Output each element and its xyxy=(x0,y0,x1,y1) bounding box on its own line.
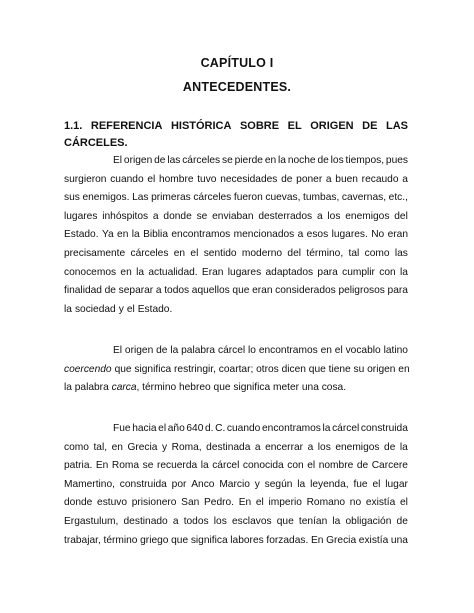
section-word: ORIGEN xyxy=(310,120,354,132)
word: C. xyxy=(215,423,226,434)
word: a xyxy=(316,210,323,222)
word: obligación xyxy=(345,515,392,527)
word: los xyxy=(317,441,331,453)
word: Fue xyxy=(113,423,131,434)
text-fragment: , término hebreo que significa meter una cosa. xyxy=(136,382,347,394)
word: existía xyxy=(358,534,389,546)
text-line xyxy=(64,282,408,301)
word: destinado xyxy=(123,515,168,527)
word: los xyxy=(213,515,227,527)
word: construida xyxy=(360,423,408,434)
word: cárceles xyxy=(193,192,232,204)
word: se xyxy=(142,460,154,472)
section-word: 1.1. xyxy=(64,120,83,132)
word: tuvo xyxy=(197,173,217,185)
word: aquellos xyxy=(191,285,230,297)
word: Romano xyxy=(306,497,346,509)
word: actualidad. xyxy=(148,266,198,278)
word: cuando xyxy=(226,423,261,434)
word: de xyxy=(396,515,408,527)
word: Ya xyxy=(101,229,114,241)
word: que xyxy=(232,285,250,297)
word: la xyxy=(322,423,331,434)
word: el xyxy=(158,423,167,434)
word: en xyxy=(320,345,332,356)
italic-term: carca xyxy=(111,382,137,394)
word: No xyxy=(371,229,385,241)
word: del xyxy=(394,210,408,222)
word: esos xyxy=(306,229,329,241)
text-line xyxy=(64,171,408,190)
section-word: SOBRE xyxy=(239,120,280,132)
word: a xyxy=(155,285,162,297)
word: cárceles xyxy=(182,155,221,166)
word: con xyxy=(379,266,396,278)
word: Carcere xyxy=(371,460,408,472)
word: Mamertino, xyxy=(64,478,115,490)
word: las xyxy=(167,155,181,166)
word: cumplir xyxy=(342,266,375,278)
word: en xyxy=(120,266,132,278)
word: de xyxy=(356,460,369,472)
word: la xyxy=(200,460,209,472)
text-line xyxy=(64,264,408,283)
word: las xyxy=(394,247,408,259)
word: todos xyxy=(164,285,190,297)
word: a xyxy=(402,173,408,185)
word: encontramos xyxy=(171,229,231,241)
word: hacia xyxy=(132,423,157,434)
word: Ergastulum, xyxy=(64,515,119,527)
text-line xyxy=(64,301,408,320)
word: Grecia xyxy=(127,441,158,453)
word: con xyxy=(287,460,304,472)
word: a xyxy=(172,515,179,527)
section-word: HISTÓRICA xyxy=(170,120,232,132)
word: pues xyxy=(385,155,408,166)
section-word: EL xyxy=(287,120,302,132)
word: término, xyxy=(306,247,344,259)
word: d. xyxy=(204,423,214,434)
word: lugares. xyxy=(331,229,368,241)
text-line xyxy=(64,420,408,439)
word: fueron xyxy=(233,192,263,204)
word: surgieron xyxy=(64,173,107,185)
word: sentido xyxy=(203,247,237,259)
text-fragment: que significa restringir, coartar; otros dicen que tiene su origen en xyxy=(114,363,410,375)
word: nombre xyxy=(318,460,354,472)
word: la xyxy=(136,266,145,278)
word: origen xyxy=(123,155,153,166)
word: El xyxy=(113,155,123,166)
word: la xyxy=(278,155,286,166)
word: conocida xyxy=(242,460,284,472)
word: a xyxy=(307,441,314,453)
word: encontramos xyxy=(261,423,321,434)
word: el xyxy=(334,345,343,356)
word: término xyxy=(103,534,138,546)
word: latino xyxy=(383,345,408,356)
word: necesidades xyxy=(220,173,278,185)
word: mencionados xyxy=(233,229,295,241)
word: todos xyxy=(183,515,209,527)
word: Eran xyxy=(201,266,224,278)
word: forzadas. xyxy=(266,534,309,546)
text-line xyxy=(64,361,408,380)
text-line xyxy=(64,379,408,398)
word: tal, xyxy=(93,441,108,453)
word: la xyxy=(399,441,408,453)
word: Biblia xyxy=(143,229,168,241)
word: cuevas, xyxy=(265,192,301,204)
word: labores xyxy=(230,534,264,546)
word: de xyxy=(156,345,168,356)
word: Estado. xyxy=(64,229,99,241)
word: cuando xyxy=(110,173,144,185)
word: la xyxy=(64,303,72,315)
chapter-title: ANTECEDENTES. xyxy=(182,80,292,94)
word: que xyxy=(171,534,189,546)
text-line xyxy=(64,342,408,361)
word: tumbas, xyxy=(303,192,340,204)
word: como xyxy=(64,441,89,453)
word: a xyxy=(297,229,304,241)
section-word: DE xyxy=(362,120,378,132)
word: cárcel xyxy=(212,460,240,472)
word: primeras xyxy=(151,192,191,204)
text-line xyxy=(64,152,408,171)
word: buen xyxy=(335,173,358,185)
word: lugar xyxy=(385,478,408,490)
word: griego xyxy=(140,534,169,546)
word: lugares xyxy=(227,266,262,278)
word: 640 xyxy=(186,423,204,434)
word: la xyxy=(400,266,408,278)
word: encerrar xyxy=(265,441,304,453)
word: conocemos xyxy=(64,266,117,278)
text-line xyxy=(64,439,408,458)
word: noche xyxy=(287,155,316,166)
word: etc., xyxy=(388,192,408,204)
word: año xyxy=(167,423,185,434)
word: imperio xyxy=(268,497,302,509)
word: el xyxy=(372,478,381,490)
word: la xyxy=(297,478,306,490)
word: En xyxy=(310,534,324,546)
section-heading-line xyxy=(64,118,408,135)
word: enemigos xyxy=(335,441,380,453)
word: lo xyxy=(248,345,256,356)
word: peligrosos xyxy=(338,285,385,297)
word: desterrados xyxy=(258,210,313,222)
word: origen xyxy=(124,345,154,356)
word: Marcio xyxy=(219,478,250,490)
word: de xyxy=(317,155,329,166)
text-line xyxy=(64,513,408,532)
word: los xyxy=(327,210,341,222)
word: a xyxy=(325,173,332,185)
word: para xyxy=(387,285,408,297)
section-heading xyxy=(64,118,408,152)
word: encontramos xyxy=(258,345,318,356)
word: enviaban xyxy=(212,210,254,222)
text-line xyxy=(64,208,408,227)
word: hombre xyxy=(158,173,194,185)
word: enemigos xyxy=(345,210,390,222)
section-heading-line: CÁRCELES. xyxy=(64,137,128,149)
word: construida xyxy=(119,478,167,490)
word: poner xyxy=(296,173,323,185)
word: Grecia xyxy=(326,534,357,546)
word: sociedad xyxy=(74,303,116,315)
text-line xyxy=(64,494,408,513)
word: leyenda, xyxy=(310,478,349,490)
text-fragment: la palabra xyxy=(64,382,109,394)
word: lugares xyxy=(64,210,98,222)
word: Las xyxy=(132,192,149,204)
word: existía xyxy=(365,497,396,509)
word: cárceles xyxy=(130,247,169,259)
word: el xyxy=(190,247,199,259)
section-word: REFERENCIA xyxy=(90,120,163,132)
word: en xyxy=(173,247,186,259)
word: se xyxy=(222,155,233,166)
paragraph-3 xyxy=(64,420,408,550)
word: una xyxy=(390,534,408,546)
word: cárcel xyxy=(217,345,246,356)
word: y xyxy=(254,478,260,490)
word: palabra xyxy=(181,345,216,356)
word: la xyxy=(170,345,179,356)
word: El xyxy=(113,345,123,356)
word: donde xyxy=(64,497,93,509)
word: la xyxy=(131,229,140,241)
italic-term: coercendo xyxy=(64,363,112,375)
word: y xyxy=(118,303,124,315)
word: el xyxy=(307,460,316,472)
word: para xyxy=(317,266,338,278)
text-line xyxy=(64,476,408,495)
word: la xyxy=(332,515,341,527)
word: donde xyxy=(163,210,192,222)
word: no xyxy=(349,497,362,509)
word: en xyxy=(111,441,123,453)
word: el xyxy=(147,173,156,185)
paragraph-2 xyxy=(64,342,408,398)
word: enemigos. xyxy=(82,192,130,204)
word: y xyxy=(162,441,168,453)
text-line xyxy=(64,245,408,264)
word: cárcel xyxy=(332,423,360,434)
word: el xyxy=(126,303,135,315)
word: tenían xyxy=(298,515,328,527)
word: de xyxy=(154,155,166,166)
word: estuvo xyxy=(97,497,128,509)
text-line xyxy=(64,457,408,476)
word: esclavos xyxy=(231,515,272,527)
word: cavernas, xyxy=(341,192,387,204)
word: En xyxy=(95,460,109,472)
word: Pedro. xyxy=(204,497,235,509)
word: prisionero xyxy=(131,497,177,509)
word: recaudo xyxy=(361,173,399,185)
text-line xyxy=(64,189,408,208)
paragraph-1 xyxy=(64,152,408,319)
text-line xyxy=(64,532,408,551)
word: destinada xyxy=(206,441,251,453)
word: los xyxy=(330,155,344,166)
word: vocablo xyxy=(345,345,381,356)
word: pierde xyxy=(234,155,263,166)
word: moderno xyxy=(241,247,283,259)
word: Anco xyxy=(191,478,215,490)
word: sus xyxy=(64,192,80,204)
word: el xyxy=(399,497,408,509)
text-line xyxy=(64,226,408,245)
word: fue xyxy=(353,478,368,490)
word: eran xyxy=(252,285,273,297)
word: se xyxy=(196,210,208,222)
word: recuerda xyxy=(156,460,198,472)
word: del xyxy=(287,247,302,259)
word: que xyxy=(276,515,294,527)
word: a xyxy=(254,441,261,453)
chapter-heading: CAPÍTULO I xyxy=(200,56,274,70)
word: de xyxy=(104,285,116,297)
word: significa xyxy=(190,534,228,546)
word: de xyxy=(384,441,396,453)
word: a xyxy=(152,210,159,222)
word: Roma, xyxy=(171,441,202,453)
word: trabajar, xyxy=(64,534,101,546)
word: tal xyxy=(348,247,360,259)
word: adaptados xyxy=(265,266,314,278)
word: Roma xyxy=(111,460,140,472)
word: inhóspitos xyxy=(102,210,149,222)
word: de xyxy=(281,173,293,185)
word: por xyxy=(171,478,187,490)
word: considerados xyxy=(275,285,336,297)
section-word: LAS xyxy=(385,120,408,132)
word: patria. xyxy=(64,460,93,472)
word: en xyxy=(117,229,129,241)
word: en xyxy=(264,155,277,166)
word: San xyxy=(181,497,200,509)
word: separar xyxy=(118,285,154,297)
word: eran xyxy=(387,229,408,241)
word: Estado. xyxy=(137,303,173,315)
word: finalidad xyxy=(64,285,102,297)
word: precisamente xyxy=(64,247,126,259)
word: tiempos, xyxy=(345,155,385,166)
word: En xyxy=(238,497,252,509)
word: como xyxy=(364,247,390,259)
word: según xyxy=(264,478,293,490)
word: el xyxy=(255,497,264,509)
